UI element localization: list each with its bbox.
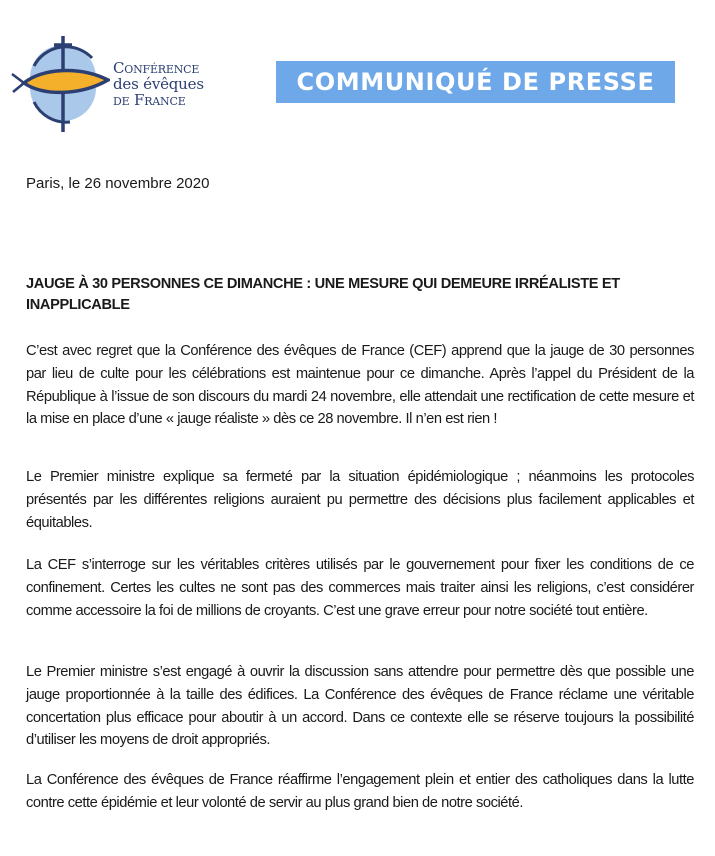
logo-line-2: des évêques <box>113 75 204 93</box>
cross-fish-globe-icon <box>10 32 110 138</box>
paragraph-5: La Conférence des évêques de France réaffirme l’engagement plein et entier des catholiques dans la lutte contre cette épidémie et leur volonté de servir au plus grand bien de notre société. <box>26 772 694 811</box>
cef-logo <box>10 32 220 138</box>
date-line: Paris, le 26 novembre 2020 <box>26 175 210 192</box>
logo-wordmark <box>113 60 204 108</box>
press-release-banner: COMMUNIQUÉ DE PRESSE <box>276 61 675 103</box>
paragraph-4: Le Premier ministre s’est engagé à ouvrir la discussion sans attendre pour permettre dès que possible une jauge proportionnée à la taille des édifices. La Conférence des évêques de France réclame une véritable concertation plus efficace pour aboutir à un accord. Dans ce contexte elle se réserve toujours la possibilité d’utiliser les moyens de droit appropriés. <box>26 664 694 749</box>
press-release-title: JAUGE À 30 PERSONNES CE DIMANCHE : UNE MESURE QUI DEMEURE IRRÉALISTE ET INAPPLICABLE <box>26 276 620 313</box>
paragraph-2: Le Premier ministre explique sa fermeté par la situation épidémiologique ; néanmoins les protocoles présentés par les différentes religions auraient pu permettre des décisions plus facilement applicables et équitables. <box>26 469 694 531</box>
logo-line-3: de France <box>113 91 186 109</box>
logo-line-1: Conférence <box>113 59 200 77</box>
paragraph-3: La CEF s’interroge sur les véritables critères utilisés par le gouvernement pour fixer les conditions de ce confinement. Certes les cultes ne sont pas des commerces mais traiter ainsi les religions, c’est considérer comme accessoire la foi de millions de croyants. C’est une grave erreur pour notre société tout entière. <box>26 557 694 619</box>
paragraph-1: C’est avec regret que la Conférence des évêques de France (CEF) apprend que la jauge de 30 personnes par lieu de culte pour les célébrations est maintenue pour ce dimanche. Après l’appel du Président de la République à l’issue de son discours du mardi 24 novembre, elle attendait une rectification de cette mesure et la mise en place d’une « jauge réaliste » dès ce 28 novembre. Il n’en est rien ! <box>26 343 694 428</box>
